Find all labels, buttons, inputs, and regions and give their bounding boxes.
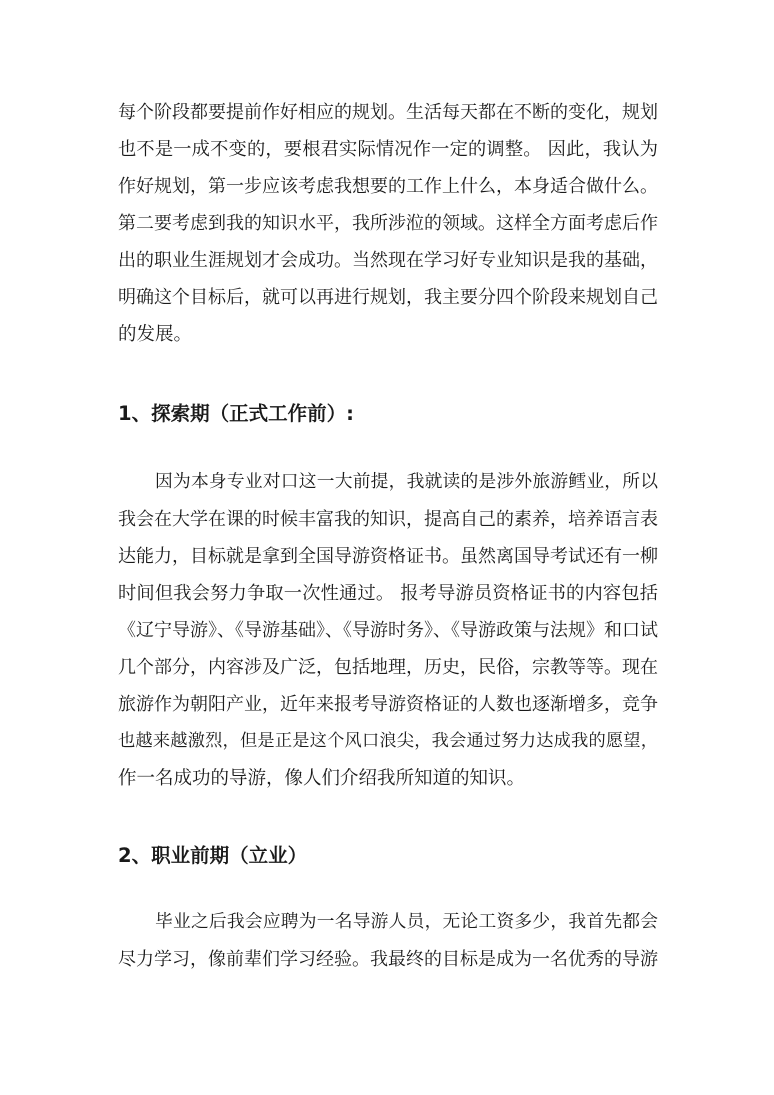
paragraph-line: 达能力，目标就是拿到全国导游资格证书。虽然离国导考试还有一柳 xyxy=(118,546,658,567)
section-heading-early-career: 2、职业前期（立业） xyxy=(118,844,308,867)
paragraph-line: 几个部分，内容涉及广泛，包括地理，历史，民俗，宗教等等。现在 xyxy=(118,657,658,678)
paragraph-line: 第二要考虑到我的知识水平，我所涉涖的领域。这样全方面考虑后作 xyxy=(118,213,658,234)
paragraph-line: 的发展。 xyxy=(118,324,193,345)
paragraph-line: 出的职业生涯规划才会成功。当然现在学习好专业知识是我的基础， xyxy=(118,250,658,271)
paragraph-line: 时间但我会努力争取一次性通过。 报考导游员资格证书的内容包括 xyxy=(118,583,658,604)
paragraph-line: 明确这个目标后，就可以再进行规划，我主要分四个阶段来规划自己 xyxy=(118,287,658,308)
paragraph-line: 因为本身专业对口这一大前提，我就读的是涉外旅游鳕业，所以 xyxy=(155,472,658,492)
paragraph-line: 也越来越激烈，但是正是这个风口浪尖，我会通过努力达成我的愿望， xyxy=(118,731,658,751)
paragraph-line: 我会在大学在课的时候丰富我的知识，提高自己的素养，培养语言表 xyxy=(118,509,658,530)
section-heading-exploration: 1、探索期（正式工作前）: xyxy=(118,402,354,425)
early-career-paragraph xyxy=(118,904,658,978)
paragraph-line: 作好规划，第一步应该考虑我想要的工作上什么，本身适合做什么。 xyxy=(118,176,658,197)
paragraph-line: 《辽宁导游》、《导游基础》、《导游时务》、《导游政策与法规》和口试 xyxy=(118,620,658,641)
intro-paragraph xyxy=(118,94,658,353)
exploration-paragraph xyxy=(118,464,658,797)
paragraph-line: 毕业之后我会应聘为一名导游人员，无论工资多少，我首先都会 xyxy=(155,912,658,932)
paragraph-line: 每个阶段都要提前作好相应的规划。生活每天都在不断的变化，规划 xyxy=(118,102,658,123)
paragraph-line: 也不是一成不变的，要根君实际情况作一定的调整。 因此，我认为 xyxy=(118,139,658,160)
paragraph-line: 尽力学习，像前辈们学习经验。我最终的目标是成为一名优秀的导游 xyxy=(118,949,658,970)
paragraph-line: 作一名成功的导游，像人们介绍我所知道的知识。 xyxy=(118,768,526,789)
paragraph-line: 旅游作为朝阳产业，近年来报考导游资格证的人数也逐渐增多，竞争 xyxy=(118,694,658,715)
